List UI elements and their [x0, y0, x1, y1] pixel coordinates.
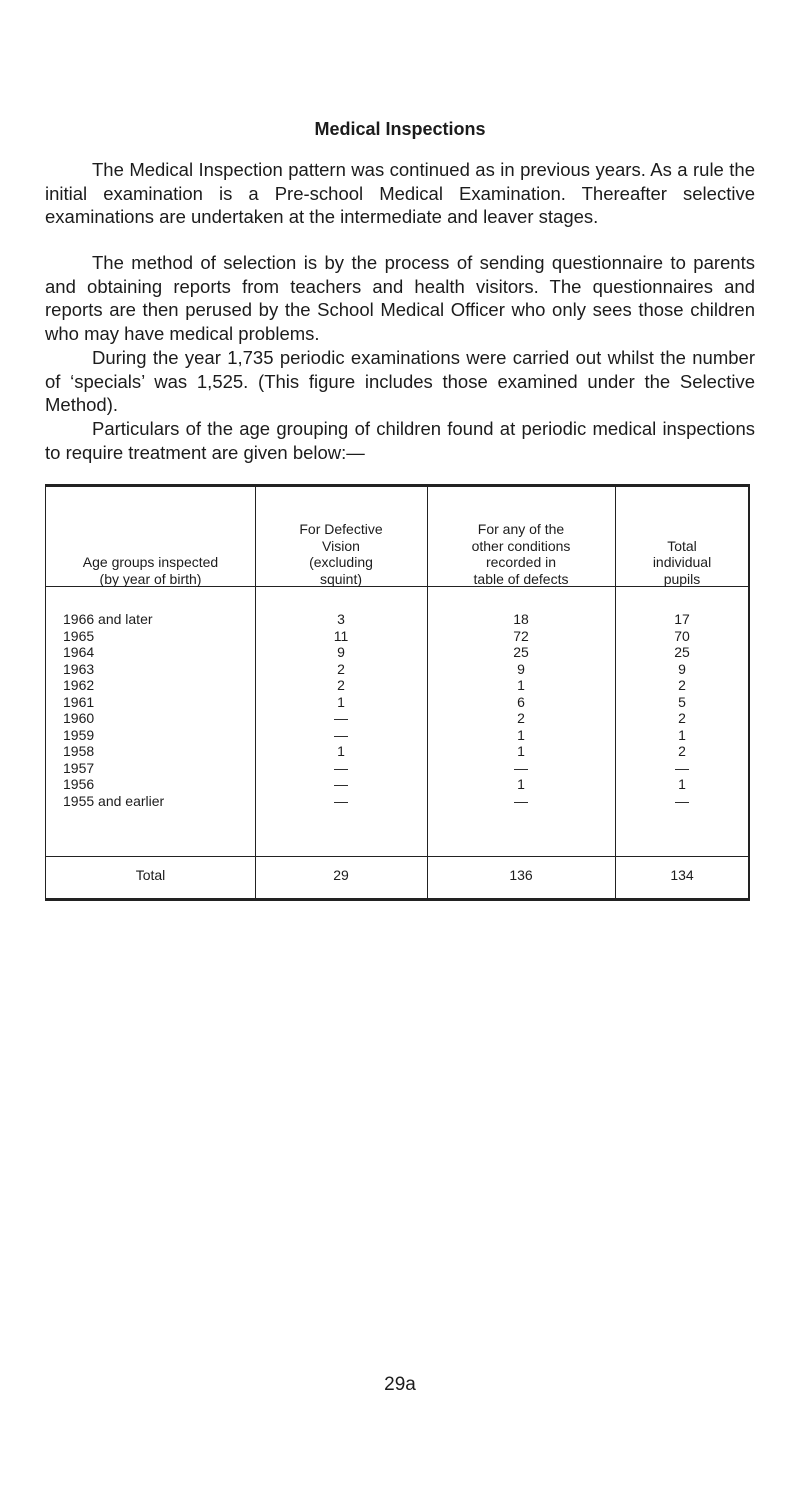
- table-cell: 25: [674, 644, 690, 660]
- table-cell: —: [334, 759, 348, 776]
- paragraph-examination-counts: During the year 1,735 periodic examinations were carried out whilst the number of ‘specials’ was 1,525. (This figure includes those examined under the Selective Method).: [45, 347, 755, 415]
- table-cell: 1958: [63, 743, 95, 759]
- table-cell: 1959: [63, 726, 95, 743]
- table-cell: 18: [513, 611, 529, 627]
- total-label: Total: [135, 867, 166, 883]
- table-cell: 70: [674, 627, 690, 644]
- total-individual-pupils: 134: [670, 867, 694, 883]
- table-cell: 2: [337, 660, 345, 677]
- header-total-pupils: Total individual pupils: [652, 537, 712, 587]
- paragraph-inspection-pattern: The Medical Inspection pattern was continued as in previous years. As a rule the initial examination is a Pre-school Medical Examination. Thereafter selective examinations are undertaken at the intermediate and leaver stages.: [45, 159, 755, 227]
- age-groups-table: [45, 484, 750, 901]
- table-cell: 2: [678, 710, 686, 726]
- table-cell: 6: [517, 693, 525, 710]
- table-cell: 1960: [63, 710, 95, 726]
- table-cell: 1963: [63, 660, 95, 677]
- table-cell: 72: [513, 627, 529, 644]
- table-cell: 1: [517, 776, 525, 792]
- header-age-groups: Age groups inspected (by year of birth): [82, 554, 219, 587]
- table-cell: 3: [337, 611, 345, 627]
- table-cell: 9: [337, 644, 345, 660]
- paragraph-selection-method: The method of selection is by the process of sending questionnaire to parents and obtaining reports from teachers and health visitors. The questionnaires and reports are then perused by the School Medical Officer who only sees those children who may have medical problems.: [45, 252, 755, 344]
- table-cell: 1962: [63, 677, 95, 693]
- table-cell: 1: [678, 726, 686, 743]
- table-cell: 2: [517, 710, 525, 726]
- table-cell: —: [675, 792, 689, 809]
- total-defective-vision: 29: [333, 867, 349, 883]
- table-cell: —: [514, 792, 528, 809]
- table-cell: 1966 and later: [63, 611, 153, 627]
- table-cell: 1964: [63, 644, 95, 660]
- table-cell: 1: [517, 743, 525, 759]
- table-cell: 1961: [63, 693, 95, 710]
- total-divider: [46, 856, 748, 857]
- header-defective-vision: For Defective Vision (excluding squint): [299, 521, 383, 587]
- table-cell: 1956: [63, 776, 95, 792]
- age-group-column: [63, 611, 164, 809]
- table-cell: —: [514, 759, 528, 776]
- table-cell: 2: [337, 677, 345, 693]
- defective-vision-column: [255, 611, 427, 809]
- other-conditions-column: [427, 611, 615, 809]
- table-cell: 9: [678, 660, 686, 677]
- table-cell: 2: [678, 677, 686, 693]
- total-pupils-column: [615, 611, 749, 809]
- table-cell: —: [334, 726, 348, 743]
- table-cell: 1: [517, 677, 525, 693]
- total-other-conditions: 136: [509, 867, 533, 883]
- header-other-conditions: For any of the other conditions recorded in table of defects: [471, 521, 571, 587]
- table-cell: 1955 and earlier: [63, 792, 165, 809]
- table-cell: 1: [517, 726, 525, 743]
- table-cell: 1: [337, 743, 345, 759]
- paragraph-table-intro: Particulars of the age grouping of children found at periodic medical inspections to require treatment are given below:—: [45, 418, 755, 463]
- page-title: Medical Inspections: [314, 119, 486, 139]
- table-cell: —: [675, 759, 689, 776]
- table-cell: 5: [678, 693, 686, 710]
- table-cell: 1965: [63, 627, 95, 644]
- table-cell: 25: [513, 644, 529, 660]
- table-cell: 1: [337, 693, 345, 710]
- table-cell: 1957: [63, 759, 95, 776]
- table-cell: 17: [674, 611, 690, 627]
- page-number: 29a: [384, 1374, 416, 1395]
- table-cell: 2: [678, 743, 686, 759]
- table-cell: —: [334, 776, 348, 792]
- table-cell: —: [334, 710, 348, 726]
- table-cell: 1: [678, 776, 686, 792]
- table-cell: 9: [517, 660, 525, 677]
- table-cell: 11: [333, 627, 349, 644]
- table-cell: —: [334, 792, 348, 809]
